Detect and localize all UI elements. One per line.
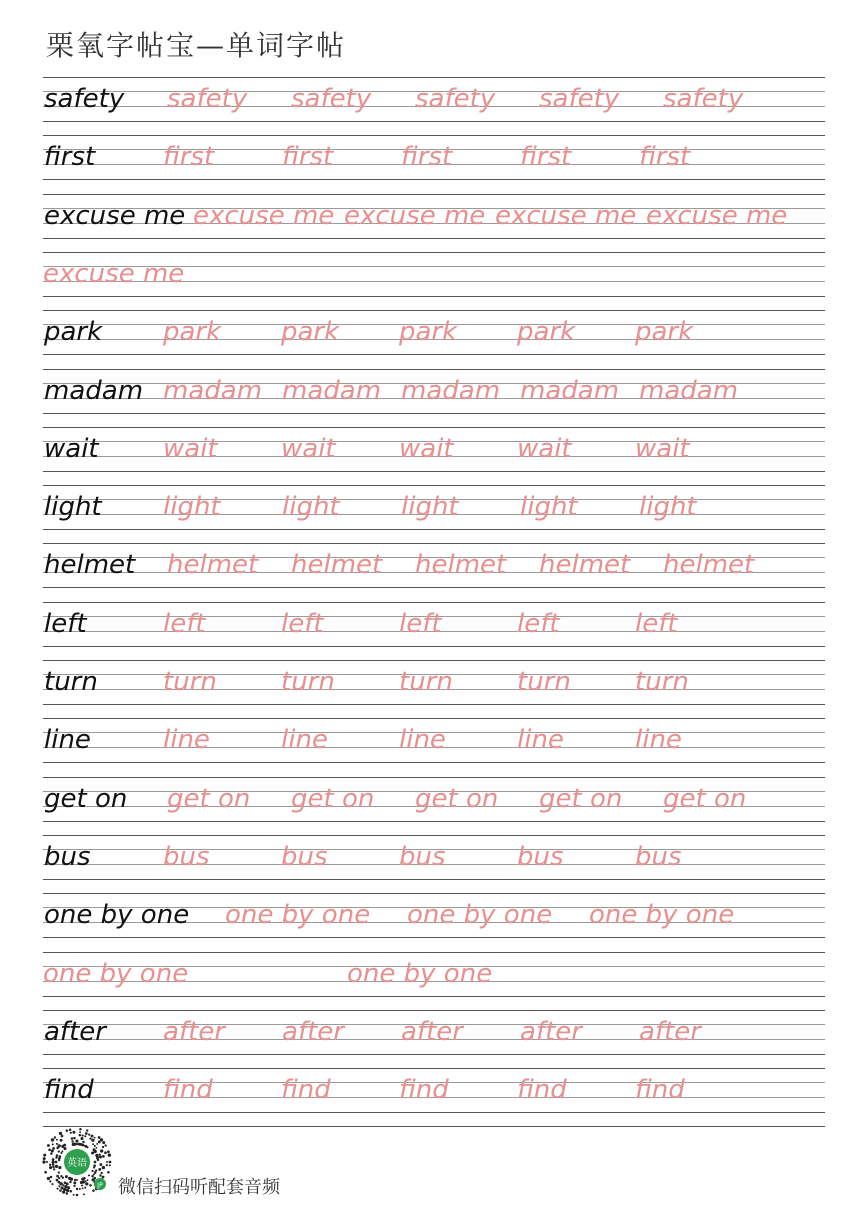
qr-dot: [59, 1132, 62, 1135]
trace-word: bus: [517, 841, 564, 872]
trace-word: turn: [635, 667, 689, 697]
qr-dot: [56, 1139, 58, 1141]
main-word: bus: [44, 841, 91, 872]
writing-row: [43, 485, 825, 543]
qr-dot: [47, 1144, 50, 1147]
qr-dot: [70, 1190, 73, 1193]
ruled-line: [43, 1068, 825, 1069]
trace-word: safety: [539, 84, 620, 114]
ruled-line: [43, 1010, 825, 1011]
qr-dot: [66, 1192, 69, 1195]
writing-row: [43, 952, 825, 1010]
trace-word: after: [520, 1016, 582, 1047]
qr-dot: [44, 1171, 47, 1174]
qr-dot: [109, 1161, 112, 1164]
writing-row: [43, 135, 825, 193]
trace-word: bus: [399, 841, 446, 872]
ruled-line: [43, 413, 825, 414]
footer: [42, 1127, 402, 1199]
ruled-line: [43, 660, 825, 661]
ruled-line: [43, 587, 825, 588]
qr-dot: [102, 1166, 105, 1169]
trace-word: park: [163, 317, 222, 348]
qr-dot: [80, 1137, 83, 1140]
writing-row: [43, 77, 825, 135]
qr-dot: [48, 1148, 51, 1151]
trace-word: get on: [291, 783, 375, 814]
qr-dot: [82, 1187, 84, 1189]
qr-dot: [102, 1176, 105, 1179]
qr-dot: [60, 1175, 62, 1177]
trace-word: get on: [167, 783, 251, 814]
qr-dot: [71, 1140, 73, 1142]
qr-dot: [88, 1134, 90, 1136]
writing-row: [43, 427, 825, 485]
ruled-line: [43, 354, 825, 355]
qr-dot: [58, 1166, 61, 1169]
qr-dot: [96, 1143, 98, 1145]
qr-dot: [53, 1168, 55, 1170]
trace-word: wait: [399, 433, 454, 464]
qr-dot: [92, 1189, 95, 1192]
qr-dot: [56, 1154, 59, 1157]
trace-word: after: [401, 1016, 463, 1047]
qr-dot: [99, 1154, 101, 1156]
qr-dot: [82, 1135, 84, 1137]
ruled-line: [43, 194, 825, 195]
qr-dot: [72, 1131, 75, 1134]
trace-word: one by one: [407, 900, 553, 931]
qr-dot: [88, 1174, 90, 1176]
trace-word: excuse me: [344, 200, 486, 231]
qr-dot: [58, 1181, 61, 1184]
main-word: helmet: [44, 550, 136, 581]
ruled-line: [43, 179, 825, 180]
trace-word: find: [399, 1075, 449, 1106]
qr-dot: [56, 1175, 59, 1178]
trace-word: line: [635, 725, 682, 756]
trace-word: safety: [291, 84, 372, 114]
qr-dot: [61, 1150, 63, 1152]
qr-dot: [97, 1159, 100, 1162]
trace-word: helmet: [167, 550, 259, 581]
qr-dot: [59, 1155, 62, 1158]
ruled-line: [43, 704, 825, 705]
qr-dot: [67, 1186, 70, 1189]
main-word: turn: [44, 667, 98, 697]
writing-row: [43, 1010, 825, 1068]
qr-dot: [68, 1177, 71, 1180]
qr-dot: [66, 1129, 69, 1132]
qr-dot: [55, 1165, 58, 1168]
ruled-line: [43, 427, 825, 428]
main-word: find: [44, 1075, 94, 1106]
qr-dot: [99, 1174, 101, 1176]
qr-dot: [51, 1183, 53, 1185]
qr-dot: [54, 1136, 56, 1138]
main-word: excuse me: [44, 200, 186, 231]
qr-dot: [46, 1161, 48, 1163]
writing-row: [43, 660, 825, 718]
qr-dot: [102, 1146, 104, 1148]
qr-corner-label: JP: [97, 1182, 103, 1189]
trace-word: wait: [517, 433, 572, 464]
qr-dot: [87, 1146, 89, 1148]
qr-dot: [51, 1138, 54, 1141]
trace-word: light: [282, 492, 340, 523]
trace-word: safety: [663, 84, 744, 114]
qr-dot: [109, 1164, 111, 1166]
qr-dot: [81, 1184, 83, 1186]
qr-dot: [101, 1172, 103, 1174]
trace-word: line: [163, 725, 210, 756]
qr-dot: [50, 1153, 52, 1155]
qr-dot: [89, 1138, 91, 1140]
trace-word: park: [399, 317, 458, 348]
qr-dot: [107, 1171, 110, 1174]
qr-dot: [63, 1144, 66, 1147]
qr-dot: [76, 1179, 78, 1181]
qr-dot: [83, 1193, 85, 1195]
qr-dot: [50, 1176, 53, 1179]
ruled-line: [43, 1112, 825, 1113]
qr-dot: [58, 1185, 60, 1187]
qr-dot: [98, 1168, 101, 1171]
main-word: get on: [44, 783, 128, 814]
writing-row: [43, 369, 825, 427]
main-word: park: [44, 317, 103, 348]
ruled-line: [43, 718, 825, 719]
main-word: safety: [44, 84, 125, 114]
qr-dot: [56, 1143, 58, 1145]
qr-dot: [94, 1137, 96, 1139]
ruled-line: [43, 238, 825, 239]
writing-row: [43, 543, 825, 601]
qr-dot: [75, 1139, 78, 1142]
qr-dot: [92, 1170, 94, 1172]
qr-dot: [73, 1137, 75, 1139]
qr-dot: [58, 1150, 60, 1152]
main-word: after: [44, 1016, 106, 1047]
qr-dot: [76, 1188, 78, 1190]
trace-word: excuse me: [193, 200, 335, 231]
trace-word: after: [163, 1016, 225, 1047]
qr-dot: [82, 1141, 84, 1143]
trace-word: first: [401, 142, 453, 173]
trace-word: excuse me: [43, 258, 185, 289]
trace-word: helmet: [291, 550, 383, 581]
qr-dot: [106, 1164, 108, 1166]
trace-word: bus: [163, 841, 210, 872]
ruled-line: [43, 879, 825, 880]
trace-word: madam: [282, 375, 382, 406]
qr-badge-label: 英语: [67, 1158, 87, 1169]
qr-dot: [91, 1135, 94, 1138]
qr-dot: [93, 1167, 95, 1169]
qr-dot: [52, 1163, 55, 1166]
writing-row: [43, 252, 825, 310]
trace-word: after: [639, 1016, 701, 1047]
qr-dot: [52, 1147, 55, 1150]
trace-word: line: [517, 725, 564, 756]
trace-word: park: [281, 317, 340, 348]
qr-dot: [71, 1137, 74, 1140]
ruled-line: [43, 646, 825, 647]
qr-dot: [55, 1156, 57, 1158]
qr-dot: [80, 1181, 83, 1184]
qr-code-icon[interactable]: [42, 1127, 112, 1197]
trace-word: left: [517, 608, 560, 639]
trace-word: left: [163, 608, 206, 639]
trace-word: one by one: [589, 900, 735, 931]
writing-row: [43, 310, 825, 368]
trace-word: madam: [401, 375, 501, 406]
writing-row: [43, 194, 825, 252]
qr-dot: [104, 1144, 106, 1146]
qr-dot: [91, 1175, 94, 1178]
trace-word: wait: [163, 433, 218, 464]
qr-dot: [84, 1187, 86, 1189]
qr-dot: [95, 1147, 97, 1149]
trace-word: turn: [399, 667, 453, 697]
qr-dot: [69, 1181, 71, 1183]
qr-dot: [86, 1129, 88, 1131]
qr-dot: [49, 1166, 52, 1169]
qr-dot: [92, 1143, 94, 1145]
writing-row: [43, 777, 825, 835]
main-word: first: [44, 142, 96, 173]
ruled-line: [43, 543, 825, 544]
qr-dot: [51, 1149, 54, 1152]
qr-dot: [76, 1194, 79, 1197]
trace-word: madam: [520, 375, 620, 406]
ruled-line: [43, 937, 825, 938]
ruled-line: [43, 952, 825, 953]
qr-dot: [73, 1194, 75, 1196]
qr-dot: [79, 1128, 81, 1130]
writing-row: [43, 893, 825, 951]
trace-word: turn: [163, 667, 217, 697]
trace-word: turn: [517, 667, 571, 697]
qr-dot: [61, 1135, 64, 1138]
qr-dot: [87, 1179, 89, 1181]
trace-word: light: [639, 492, 697, 523]
qr-dot: [56, 1179, 59, 1182]
ruled-line: [43, 310, 825, 311]
trace-word: first: [282, 142, 334, 173]
qr-dot: [58, 1171, 60, 1173]
qr-dot: [104, 1151, 107, 1154]
trace-word: safety: [415, 84, 496, 114]
qr-dot: [94, 1145, 96, 1147]
ruled-line: [43, 77, 825, 78]
qr-dot: [58, 1144, 61, 1147]
main-word: line: [44, 725, 91, 756]
ruled-line: [43, 1054, 825, 1055]
ruled-line: [43, 529, 825, 530]
trace-word: left: [635, 608, 678, 639]
main-word: madam: [44, 375, 144, 406]
trace-word: helmet: [539, 550, 631, 581]
qr-dot: [58, 1177, 60, 1179]
ruled-line: [43, 471, 825, 472]
qr-dot: [47, 1177, 50, 1180]
ruled-line: [43, 762, 825, 763]
qr-dot: [91, 1139, 94, 1142]
qr-dot: [85, 1132, 88, 1135]
ruled-line: [43, 777, 825, 778]
qr-dot: [100, 1138, 103, 1141]
qr-dot: [60, 1139, 63, 1142]
ruled-line: [43, 602, 825, 603]
trace-word: after: [282, 1016, 344, 1047]
qr-dot: [94, 1150, 97, 1153]
ruled-line: [43, 485, 825, 486]
trace-word: light: [520, 492, 578, 523]
main-word: left: [44, 608, 87, 639]
qr-dot: [64, 1181, 67, 1184]
ruled-line: [43, 296, 825, 297]
qr-dot: [89, 1184, 92, 1187]
qr-dot: [93, 1164, 96, 1167]
trace-word: find: [517, 1075, 567, 1106]
qr-dot: [66, 1189, 69, 1192]
qr-dot: [52, 1161, 55, 1164]
qr-dot: [65, 1175, 68, 1178]
qr-dot: [73, 1181, 76, 1184]
ruled-line: [43, 893, 825, 894]
qr-dot: [43, 1157, 46, 1160]
trace-word: line: [281, 725, 328, 756]
ruled-line: [43, 821, 825, 822]
trace-word: first: [163, 142, 215, 173]
trace-word: madam: [163, 375, 263, 406]
qr-dot: [106, 1161, 108, 1163]
writing-row: [43, 835, 825, 893]
qr-dot: [62, 1191, 65, 1194]
qr-dot: [52, 1158, 55, 1161]
qr-dot: [79, 1188, 81, 1190]
trace-word: wait: [281, 433, 336, 464]
trace-word: park: [517, 317, 576, 348]
page-title: 栗氧字帖宝—单词字帖: [46, 29, 347, 62]
ruled-line: [43, 252, 825, 253]
trace-word: find: [163, 1075, 213, 1106]
trace-word: safety: [167, 84, 248, 114]
trace-word: excuse me: [495, 200, 637, 231]
qr-dot: [100, 1149, 103, 1152]
qr-dot: [79, 1134, 82, 1137]
trace-word: light: [401, 492, 459, 523]
trace-word: bus: [635, 841, 682, 872]
qr-dot: [43, 1154, 46, 1157]
trace-word: wait: [635, 433, 690, 464]
main-word: wait: [44, 433, 99, 464]
writing-row: [43, 602, 825, 660]
qr-dot: [81, 1178, 84, 1181]
trace-word: helmet: [663, 550, 755, 581]
qr-dot: [55, 1161, 58, 1164]
ruled-line: [43, 121, 825, 122]
qr-dot: [107, 1150, 110, 1153]
qr-dot: [59, 1189, 62, 1192]
qr-dot: [99, 1163, 102, 1166]
trace-word: find: [281, 1075, 331, 1106]
qr-dot: [73, 1185, 75, 1187]
trace-word: get on: [539, 783, 623, 814]
qr-dot: [84, 1135, 86, 1137]
main-word: one by one: [44, 900, 190, 931]
trace-word: line: [399, 725, 446, 756]
ruled-line: [43, 835, 825, 836]
trace-word: find: [635, 1075, 685, 1106]
qr-dot: [52, 1143, 54, 1145]
ruled-line: [43, 369, 825, 370]
qr-dot: [57, 1188, 59, 1190]
trace-word: first: [520, 142, 572, 173]
trace-word: get on: [415, 783, 499, 814]
ruled-line: [43, 996, 825, 997]
footer-text: 微信扫码听配套音频: [118, 1177, 280, 1198]
qr-dot: [93, 1173, 95, 1175]
writing-row: [43, 718, 825, 776]
qr-dot: [99, 1156, 102, 1159]
qr-dot: [108, 1153, 111, 1156]
qr-dot: [49, 1180, 51, 1182]
qr-dot: [69, 1128, 72, 1131]
trace-word: helmet: [415, 550, 507, 581]
qr-dot: [42, 1160, 45, 1163]
trace-word: madam: [639, 375, 739, 406]
trace-word: first: [639, 142, 691, 173]
qr-dot: [85, 1182, 88, 1185]
qr-dot: [60, 1186, 63, 1189]
trace-word: bus: [281, 841, 328, 872]
ruled-line: [43, 135, 825, 136]
trace-word: left: [399, 608, 442, 639]
qr-dot: [52, 1166, 54, 1168]
qr-dot: [74, 1179, 76, 1181]
trace-word: excuse me: [646, 200, 788, 231]
qr-dot: [94, 1161, 97, 1164]
trace-word: one by one: [347, 958, 493, 989]
qr-dot: [102, 1155, 105, 1158]
writing-row: [43, 1068, 825, 1126]
trace-word: light: [163, 492, 221, 523]
trace-word: one by one: [225, 900, 371, 931]
qr-dot: [49, 1164, 51, 1166]
trace-word: left: [281, 608, 324, 639]
trace-word: get on: [663, 783, 747, 814]
trace-word: park: [635, 317, 694, 348]
qr-dot: [102, 1141, 105, 1144]
qr-dot: [70, 1132, 72, 1134]
qr-dot: [79, 1131, 81, 1133]
trace-word: turn: [281, 667, 335, 697]
trace-word: one by one: [43, 958, 189, 989]
qr-dot: [98, 1136, 101, 1139]
main-word: light: [44, 492, 102, 523]
qr-dot: [62, 1184, 64, 1186]
